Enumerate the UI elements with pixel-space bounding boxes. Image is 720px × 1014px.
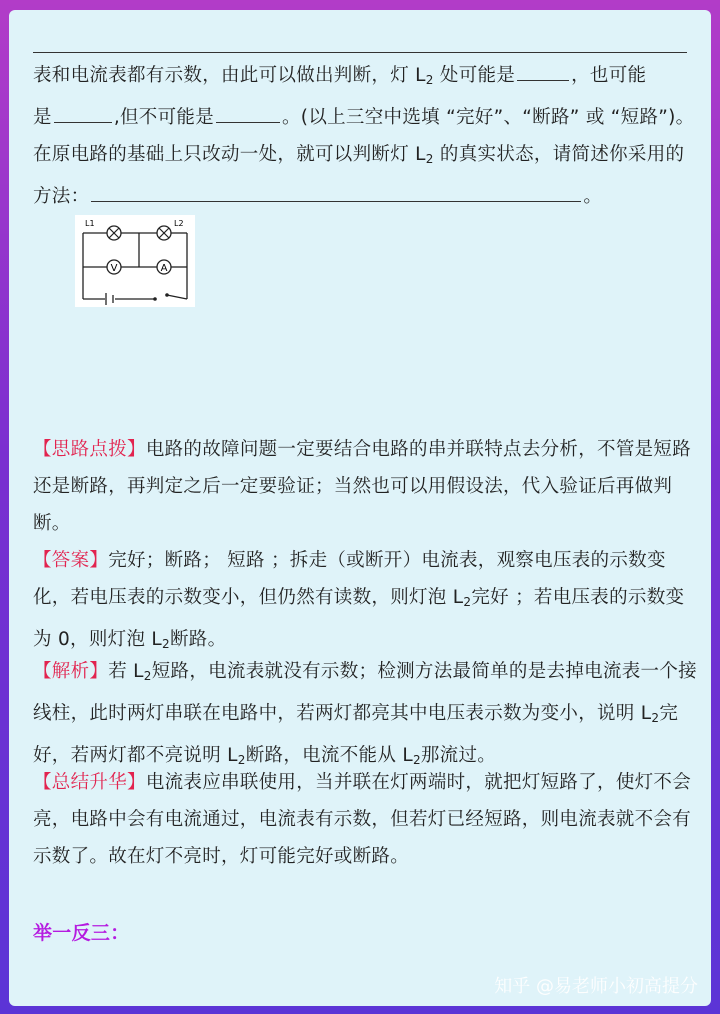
answer-tag: 【答案】: [33, 550, 109, 571]
circuit-diagram: [75, 215, 195, 307]
thinking-section: [33, 431, 699, 542]
answer-section: 【答案】完好；断路； 短路 ；拆走（或断开）电流表，观察电压表的示数变化，若电压表的示数变小，但仍然有读数，则灯泡 $L_2$完好 ；若电压表的示数变为 0，则灯泡 $L_2$断路。: [33, 550, 685, 651]
lamp-l1-icon: [107, 226, 121, 240]
watermark: 知乎 @易老师小初高提分: [494, 976, 698, 997]
question-text: 表和电流表都有示数，由此可以做出判断，灯 $L_2$ 处可能是 ，也可能 是 ,但不可能是 。(以上三空中选填 “完好”、“断路” 或 “短路”)。 在原电路的基础上只改动一处，就可以判断灯 $L_2$ 的真实状态，请简述你采用的 方法： 。: [33, 57, 699, 215]
blank-1[interactable]: [517, 58, 569, 81]
blank-2[interactable]: [54, 100, 112, 123]
thinking-tag: 【思路点拨】: [33, 439, 146, 460]
practice-heading: 举一反三：: [33, 922, 130, 944]
analysis-section: 【解析】若 $L_2$短路，电流表就没有示数；检测方法最简单的是去掉电流表一个接线柱，此时两灯串联在电路中，若两灯都亮其中电压表示数为变小，说明 $L_2$完好，若两灯都不亮说明 $L_2$断路，电流不能从 $L_2$那流过。: [33, 661, 697, 767]
content-panel: [9, 10, 711, 1006]
analysis-tag: 【解析】: [33, 661, 109, 682]
voltmeter-label: V: [110, 263, 118, 274]
blank-3[interactable]: [216, 100, 280, 123]
summary-tag: 【总结升华】: [33, 772, 146, 793]
thinking-text: 电路的故障问题一定要结合电路的串并联特点去分析，不管是短路还是断路，再判定之后一定要验证；当然也可以用假设法，代入验证后再做判断。: [33, 439, 692, 534]
l1-label: L1: [85, 219, 95, 228]
summary-text: 电流表应串联使用，当并联在灯两端时，就把灯短路了，使灯不会亮，电路中会有电流通过，电流表有示数，但若灯已经短路，则电流表就不会有示数了。故在灯不亮时，灯可能完好或断路。: [33, 772, 692, 867]
lamp-l2-icon: [157, 226, 171, 240]
method-blank[interactable]: [91, 179, 581, 202]
ammeter-label: A: [160, 263, 168, 274]
summary-section: [33, 764, 699, 875]
switch-icon: [153, 297, 157, 301]
l2-label: L2: [174, 219, 184, 228]
question-line1: 表和电流表都有示数，由此可以做出判断，灯 L: [33, 65, 426, 86]
answer-line-top: [33, 52, 687, 53]
